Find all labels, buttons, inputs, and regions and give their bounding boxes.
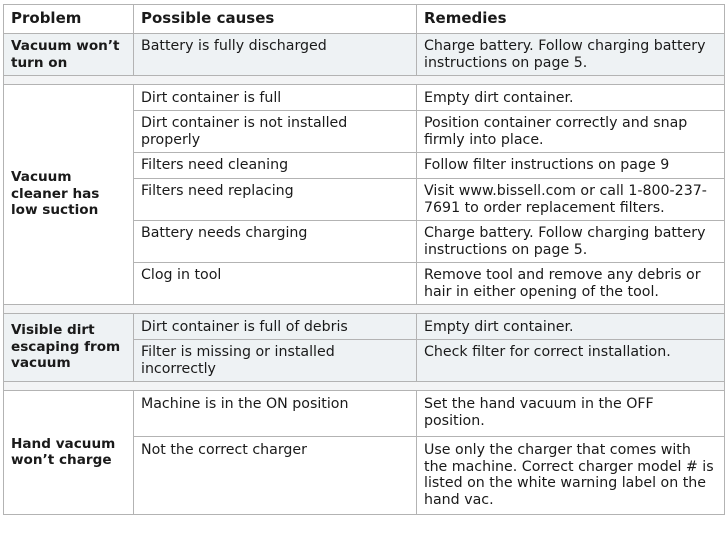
spacer-cell [4, 76, 725, 85]
remedy-cell: Remove tool and remove any debris or hair in either opening of the tool. [417, 263, 725, 305]
group-spacer [4, 382, 725, 391]
table-row [4, 85, 725, 111]
header-problem: Problem [4, 5, 134, 34]
table-row [4, 314, 725, 340]
cause-cell: Filters need replacing [134, 179, 417, 221]
cause-cell: Battery needs charging [134, 221, 417, 263]
header-remedies: Remedies [417, 5, 725, 34]
cause-cell: Clog in tool [134, 263, 417, 305]
problem-cell: Vacuum cleaner has low suction [4, 85, 134, 305]
spacer-cell [4, 382, 725, 391]
cause-cell: Battery is fully discharged [134, 34, 417, 76]
cause-cell: Not the correct charger [134, 437, 417, 515]
remedy-cell: Charge battery. Follow charging battery instructions on page 5. [417, 221, 725, 263]
cause-cell: Machine is in the ON position [134, 391, 417, 437]
remedy-cell: Use only the charger that comes with the machine. Correct charger model # is listed on the white warning label on the hand vac. [417, 437, 725, 515]
remedy-cell: Position container correctly and snap firmly into place. [417, 111, 725, 153]
cause-cell: Dirt container is full of debris [134, 314, 417, 340]
troubleshooting-table [3, 4, 725, 515]
header-causes: Possible causes [134, 5, 417, 34]
remedy-cell: Follow filter instructions on page 9 [417, 153, 725, 179]
group-spacer [4, 305, 725, 314]
remedy-cell: Check filter for correct installation. [417, 340, 725, 382]
group-spacer [4, 76, 725, 85]
header-row [4, 5, 725, 34]
table-row [4, 34, 725, 76]
problem-cell: Hand vacuum won’t charge [4, 391, 134, 515]
cause-cell: Dirt container is not installed properly [134, 111, 417, 153]
cause-cell: Dirt container is full [134, 85, 417, 111]
problem-cell: Visible dirt escaping from vacuum [4, 314, 134, 382]
cause-cell: Filters need cleaning [134, 153, 417, 179]
spacer-cell [4, 305, 725, 314]
cause-cell: Filter is missing or installed incorrectly [134, 340, 417, 382]
remedy-cell: Empty dirt container. [417, 85, 725, 111]
remedy-cell: Visit www.bissell.com or call 1-800-237-7691 to order replacement filters. [417, 179, 725, 221]
problem-cell: Vacuum won’t turn on [4, 34, 134, 76]
table-row [4, 391, 725, 437]
remedy-cell: Charge battery. Follow charging battery instructions on page 5. [417, 34, 725, 76]
remedy-cell: Empty dirt container. [417, 314, 725, 340]
remedy-cell: Set the hand vacuum in the OFF position. [417, 391, 725, 437]
